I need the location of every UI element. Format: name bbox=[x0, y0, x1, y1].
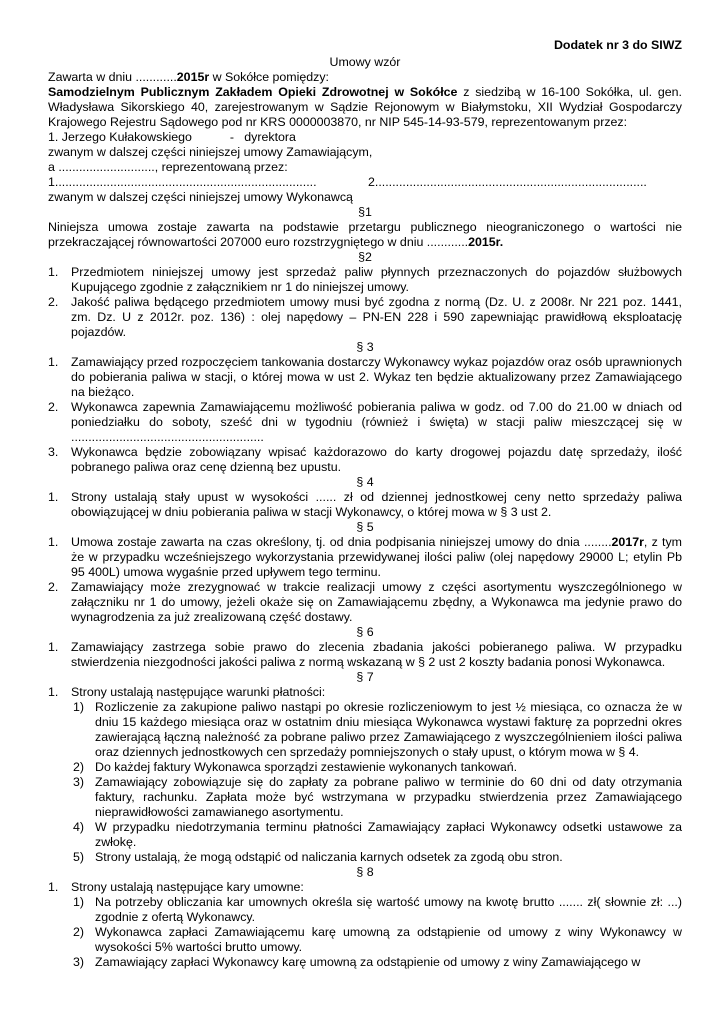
item-text-post: , z tym że w przypadku wcześniejszego wykorzystania przewidywanej ilości paliw (olej napędowy 29000 L; etylin Pb 95 400L) umowa wygaśnie przed upływem tego terminu. bbox=[71, 535, 682, 579]
section-4-list bbox=[48, 490, 682, 520]
sublist-item bbox=[48, 895, 682, 925]
item-text: Wykonawca zapewnia Zamawiającemu możliwość pobierania paliwa w godz. od 7.00 do 21.00 w dniach od poniedziałku do soboty, sześć dni w tygodniu (również i święta) w stacji paliw mieszczącej się w ........................................................ bbox=[71, 400, 682, 444]
item-text: Strony ustalają następujące warunki płatności: bbox=[71, 685, 326, 699]
subitem-text: Do każdej faktury Wykonawca sporządzi zestawienie wykonanych tankowań. bbox=[95, 760, 518, 774]
list-item bbox=[48, 640, 682, 670]
representative-line: 1. Jerzego Kułakowskiego - dyrektora bbox=[48, 130, 296, 144]
annex-header: Dodatek nr 3 do SIWZ bbox=[553, 38, 682, 52]
item-number: 1. bbox=[48, 880, 59, 894]
item-text-year: 2017r bbox=[611, 535, 644, 549]
sublist-item bbox=[48, 925, 682, 955]
party-details: z siedzibą w 16-100 Sokółka, ul. gen. Władysława Sikorskiego 40, zarejestrowanym w Sądzie Rejonowym w Białymstoku, XII Wydział Gospodarczy Krajowego Rejestru Sądowego pod nr KRS 0000003870, nr NIP 545-14-93-579, reprezentowanym przez: bbox=[48, 85, 682, 129]
list-item bbox=[48, 580, 682, 625]
subitem-number: 4) bbox=[73, 820, 85, 834]
subitem-number: 1) bbox=[73, 895, 85, 909]
subitem-number: 3) bbox=[73, 775, 85, 789]
item-text: Zamawiający przed rozpoczęciem tankowania dostarczy Wykonawcy wykaz pojazdów oraz osób uprawnionych do pobierania paliwa w stacji, o której mowa w ust 2. Wykaz ten będzie aktualizowany przez Zamawiającego na bieżąco. bbox=[71, 355, 682, 399]
section-7-heading: § 7 bbox=[356, 670, 374, 684]
item-number: 1. bbox=[48, 685, 59, 699]
party-name: Samodzielnym Publicznym Zakładem Opieki Zdrowotnej w Sokółce bbox=[48, 85, 458, 99]
subitem-text: Zamawiający zapłaci Wykonawcy karę umowną za odstąpienie od umowy z winy Zamawiającego w bbox=[95, 955, 641, 969]
item-number: 1. bbox=[48, 490, 59, 504]
subitem-number: 2) bbox=[73, 760, 85, 774]
sublist-item bbox=[48, 820, 682, 850]
intro-date-text: Zawarta w dniu ............ bbox=[48, 70, 177, 84]
subitem-text: Zamawiający zobowiązuje się do zapłaty za pobrane paliwo w terminie do 60 dni od daty otrzymania faktury, rachunku. Zapłata może być wstrzymana w przypadku stwierdzenia przez Zamawiającego nieprawidłowości zamawianego asortymentu. bbox=[95, 775, 682, 819]
item-number: 3. bbox=[48, 445, 59, 459]
subitem-number: 1) bbox=[73, 700, 85, 714]
section-5-heading: § 5 bbox=[356, 520, 374, 534]
item-text: Zamawiający zastrzega sobie prawo do zlecenia zbadania jakości pobieranego paliwa. W przypadku stwierdzenia niezgodności jakości paliwa z normą wskazaną w § 2 ust 2 koszty badania ponosi Wykonawca. bbox=[71, 640, 682, 669]
subitem-text: Strony ustalają, że mogą odstąpić od naliczania karnych odsetek za zgodą obu stron. bbox=[95, 850, 563, 864]
section-1-text-year: 2015r. bbox=[468, 235, 504, 249]
document-title: Umowy wzór bbox=[329, 55, 401, 69]
sublist-item bbox=[48, 700, 682, 760]
party-paragraph bbox=[48, 85, 682, 130]
subitem-text: Wykonawca zapłaci Zamawiającemu karę umowną za odstąpienie od umowy z winy Wykonawcy w wysokości 5% wartości brutto umowy. bbox=[95, 925, 682, 954]
section-6-heading: § 6 bbox=[356, 625, 374, 639]
item-number: 1. bbox=[48, 265, 59, 279]
called-client-line: zwanym w dalszej części niniejszej umowy Zamawiającym, bbox=[48, 145, 373, 159]
section-4-heading: § 4 bbox=[356, 475, 374, 489]
item-text: Jakość paliwa będącego przedmiotem umowy musi być zgodna z normą (Dz. U. z 2008r. Nr 221 poz. 1441, zm. Dz. U z 2012r. poz. 136) : olej napędowy – PN-EN 228 i 590 zapewniając prawidłową eksploatację pojazdów. bbox=[71, 295, 682, 339]
section-1-heading: §1 bbox=[358, 205, 372, 219]
intro-date-line bbox=[48, 70, 682, 85]
document-page bbox=[48, 38, 682, 970]
list-item bbox=[48, 400, 682, 445]
item-text: Zamawiający może zrezygnować w trakcie realizacji umowy z części asortymentu wyszczególnionego w załączniku nr 1 do umowy, jeżeli okaże się on Zamawiającemu zbędny, a Wykonawca ma jedynie prawo do wynagrodzenia za już zrealizowaną część dostawy. bbox=[71, 580, 682, 624]
list-item bbox=[48, 265, 682, 295]
section-7-list bbox=[48, 685, 682, 700]
item-number: 2. bbox=[48, 295, 59, 309]
item-number: 2. bbox=[48, 400, 59, 414]
sublist-item bbox=[48, 850, 682, 865]
list-item bbox=[48, 490, 682, 520]
item-text: Umowa zostaje zawarta na czas określony, tj. od dnia podpisania niniejszej umowy do dnia ........ bbox=[71, 535, 612, 549]
list-item bbox=[48, 355, 682, 400]
sublist-item bbox=[48, 955, 682, 970]
sublist-item bbox=[48, 760, 682, 775]
contractor-line: a ............................, reprezentowaną przez: bbox=[48, 160, 288, 174]
list-item bbox=[48, 445, 682, 475]
signature-lines bbox=[48, 175, 682, 190]
section-5-list bbox=[48, 535, 682, 625]
section-3-list bbox=[48, 355, 682, 475]
section-8-heading: § 8 bbox=[356, 865, 374, 879]
item-text: Strony ustalają następujące kary umowne: bbox=[71, 880, 304, 894]
section-2-list bbox=[48, 265, 682, 340]
subitem-text: Rozliczenie za zakupione paliwo nastąpi po okresie rozliczeniowym to jest ½ miesiąca, co oznacza że w dniu 15 każdego miesiąca oraz w ostatnim dniu miesiąca Wykonawca wystawi fakturę za poprzedni okres zawierającą łączną należność za pobrane paliwo przez Zamawiającego z wyszczególnieniem ilości paliwa oraz dziennych jednostkowych cen sprzedaży pomniejszonych o stały upust, o którym mowa w § 4. bbox=[95, 700, 682, 759]
subitem-number: 3) bbox=[73, 955, 85, 969]
section-6-list bbox=[48, 640, 682, 670]
item-text: Strony ustalają stały upust w wysokości ...... zł od dziennej jednostkowej ceny netto sprzedaży paliwa obowiązującej w dniu pobierania paliwa w stacji Wykonawcy, o której mowa w § 3 ust 2. bbox=[71, 490, 682, 519]
section-3-heading: § 3 bbox=[356, 340, 374, 354]
subitem-number: 5) bbox=[73, 850, 85, 864]
item-text: Przedmiotem niniejszej umowy jest sprzedaż paliw płynnych przeznaczonych do pojazdów służbowych Kupującego zgodnie z załącznikiem nr 1 do niniejszej umowy. bbox=[71, 265, 682, 294]
intro-date-year: 2015r bbox=[176, 70, 210, 84]
item-number: 1. bbox=[48, 535, 59, 549]
list-item bbox=[48, 295, 682, 340]
section-7-sublist bbox=[48, 700, 682, 865]
item-number: 1. bbox=[48, 640, 59, 654]
list-item bbox=[48, 880, 682, 895]
called-contractor-line: zwanym w dalszej części niniejszej umowy Wykonawcą bbox=[48, 190, 353, 204]
section-8-list bbox=[48, 880, 682, 895]
item-number: 2. bbox=[48, 580, 59, 594]
section-1-text-body: Niniejsza umowa zostaje zawarta na podstawie przetargu publicznego nieograniczonego o wartości nie przekraczającej równowartości 207000 euro rozstrzygniętego w dniu ............ bbox=[48, 220, 682, 249]
section-2-heading: §2 bbox=[358, 250, 372, 264]
signature-line-1: 1............................................................................ bbox=[48, 175, 317, 189]
subitem-number: 2) bbox=[73, 925, 85, 939]
sublist-item bbox=[48, 775, 682, 820]
item-text: Wykonawca będzie zobowiązany wpisać każdorazowo do karty drogowej pojazdu datę sprzedaży, ilość pobranego paliwa oraz cenę dzienną bez upustu. bbox=[71, 445, 682, 474]
signature-line-2: 2............................................................................... bbox=[368, 175, 647, 189]
item-number: 1. bbox=[48, 355, 59, 369]
intro-date-post: w Sokółce pomiędzy: bbox=[209, 70, 330, 84]
list-item bbox=[48, 685, 682, 700]
list-item bbox=[48, 535, 682, 580]
subitem-text: Na potrzeby obliczania kar umownych określa się wartość umowy na kwotę brutto ....... zł( słownie zł: ...) zgodnie z ofertą Wykonawcy. bbox=[95, 895, 682, 924]
subitem-text: W przypadku niedotrzymania terminu płatności Zamawiający zapłaci Wykonawcy odsetki ustawowe za zwłokę. bbox=[95, 820, 682, 849]
section-8-sublist bbox=[48, 895, 682, 970]
section-1-text bbox=[48, 220, 682, 250]
